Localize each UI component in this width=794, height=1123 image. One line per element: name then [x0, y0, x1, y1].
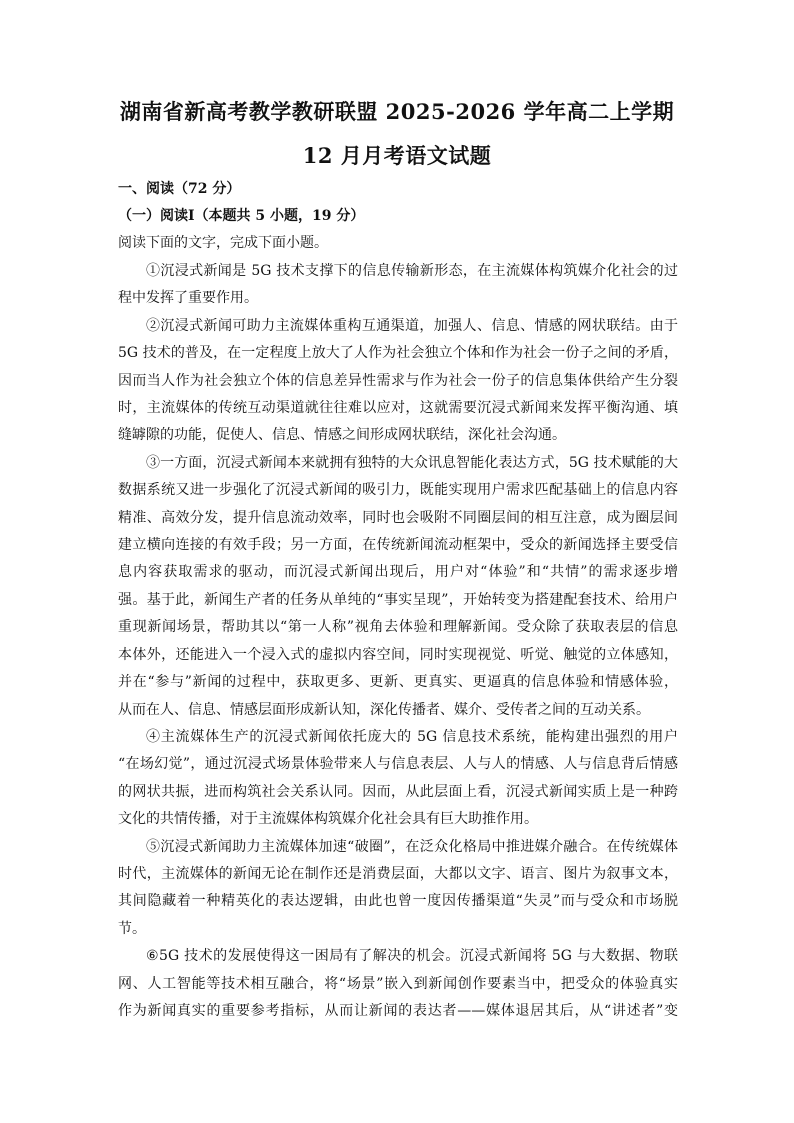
passage-line: ①沉浸式新闻是 5G 技术支撑下的信息传输新形态，在主流媒体构筑媒介化社会的过: [146, 263, 678, 279]
passage-line: 网、人工智能等技术相互融合，将“场景”嵌入到新闻创作要素当中，把受众的体验真实: [118, 976, 678, 992]
passage-line: 精准、高效分发，提升信息流动效率，同时也会吸附不同圈层间的相互注意，成为圈层间: [118, 510, 678, 526]
document-title-line-1: 湖南省新高考教学教研联盟 2025-2026 学年高二上学期: [119, 99, 675, 124]
passage-line: 作为新闻真实的重要参考指标，从而让新闻的表达者——媒体退居其后，从“讲述者”变: [118, 1003, 678, 1019]
passage-line: 从而在人、信息、情感层面形成新认知，深化传播者、媒介、受传者之间的互动关系。: [118, 702, 650, 718]
document-title-line-2: 12 月月考语文试题: [302, 143, 492, 168]
passage-line: 息内容获取需求的驱动，而沉浸式新闻出现后，用户对“体验”和“共情”的需求逐步增: [118, 564, 678, 580]
instruction-text: 阅读下面的文字，完成下面小题。: [118, 235, 328, 251]
passage-line: ⑥5G 技术的发展使得这一困局有了解决的机会。沉浸式新闻将 5G 与大数据、物联: [146, 948, 678, 964]
passage-line: 建立横向连接的有效手段；另一方面，在传统新闻流动框架中，受众的新闻选择主要受信: [118, 537, 678, 553]
passage-line: 程中发挥了重要作用。: [118, 290, 258, 306]
passage-line: 时代，主流媒体的新闻无论在制作还是消费层面，大都以文字、语言、图片为叙事文本，: [118, 866, 678, 882]
passage-line: 重现新闻场景，帮助其以“第一人称”视角去体验和理解新闻。受众除了获取表层的信息: [118, 619, 678, 635]
section-heading: 一、阅读（72 分）: [118, 181, 241, 197]
passage-line: 数据系统又进一步强化了沉浸式新闻的吸引力，既能实现用户需求匹配基础上的信息内容: [118, 482, 678, 498]
passage-line: 本体外，还能进入一个浸入式的虚拟内容空间，同时实现视觉、听觉、触觉的立体感知，: [118, 647, 678, 663]
passage-line: 节。: [118, 921, 146, 937]
passage-line: 强。基于此，新闻生产者的任务从单纯的“事实呈现”，开始转变为搭建配套技术、给用户: [118, 592, 678, 608]
passage-line: “在场幻觉”，通过沉浸式场景体验带来人与信息表层、人与人的情感、人与信息背后情感: [118, 756, 678, 772]
passage-line: 时，主流媒体的传统互动渠道就往往难以应对，这就需要沉浸式新闻来发挥平衡沟通、填: [118, 400, 678, 416]
passage-line: 其间隐藏着一种精英化的表达逻辑，由此也曾一度因传播渠道“失灵”而与受众和市场脱: [118, 893, 678, 909]
passage-line: 缝罅隙的功能，促使人、信息、情感之间形成网状联结，深化社会沟通。: [118, 427, 566, 443]
passage-line: 因而当人作为社会独立个体的信息差异性需求与作为社会一份子的信息集体供给产生分裂: [118, 373, 678, 389]
passage-line: ③一方面，沉浸式新闻本来就拥有独特的大众讯息智能化表达方式，5G 技术赋能的大: [146, 455, 678, 471]
passage-line: 5G 技术的普及，在一定程度上放大了人作为社会独立个体和作为社会一份子之间的矛盾，: [118, 345, 678, 361]
passage-line: ⑤沉浸式新闻助力主流媒体加速“破圈”，在泛众化格局中推进媒介融合。在传统媒体: [146, 839, 678, 855]
passage-line: 的网状共振，进而构筑社会关系认同。因而，从此层面上看，沉浸式新闻实质上是一种跨: [118, 784, 678, 800]
passage-line: 并在“参与”新闻的过程中，获取更多、更新、更真实、更逼真的信息体验和情感体验，: [118, 674, 678, 690]
passage-line: ②沉浸式新闻可助力主流媒体重构互通渠道，加强人、信息、情感的网状联结。由于: [146, 318, 678, 334]
subsection-heading: （一）阅读Ⅰ（本题共 5 小题，19 分）: [118, 208, 365, 224]
passage-line: ④主流媒体生产的沉浸式新闻依托庞大的 5G 信息技术系统，能构建出强烈的用户: [146, 729, 678, 745]
passage-line: 文化的共情传播，对于主流媒体构筑媒介化社会具有巨大助推作用。: [118, 811, 538, 827]
